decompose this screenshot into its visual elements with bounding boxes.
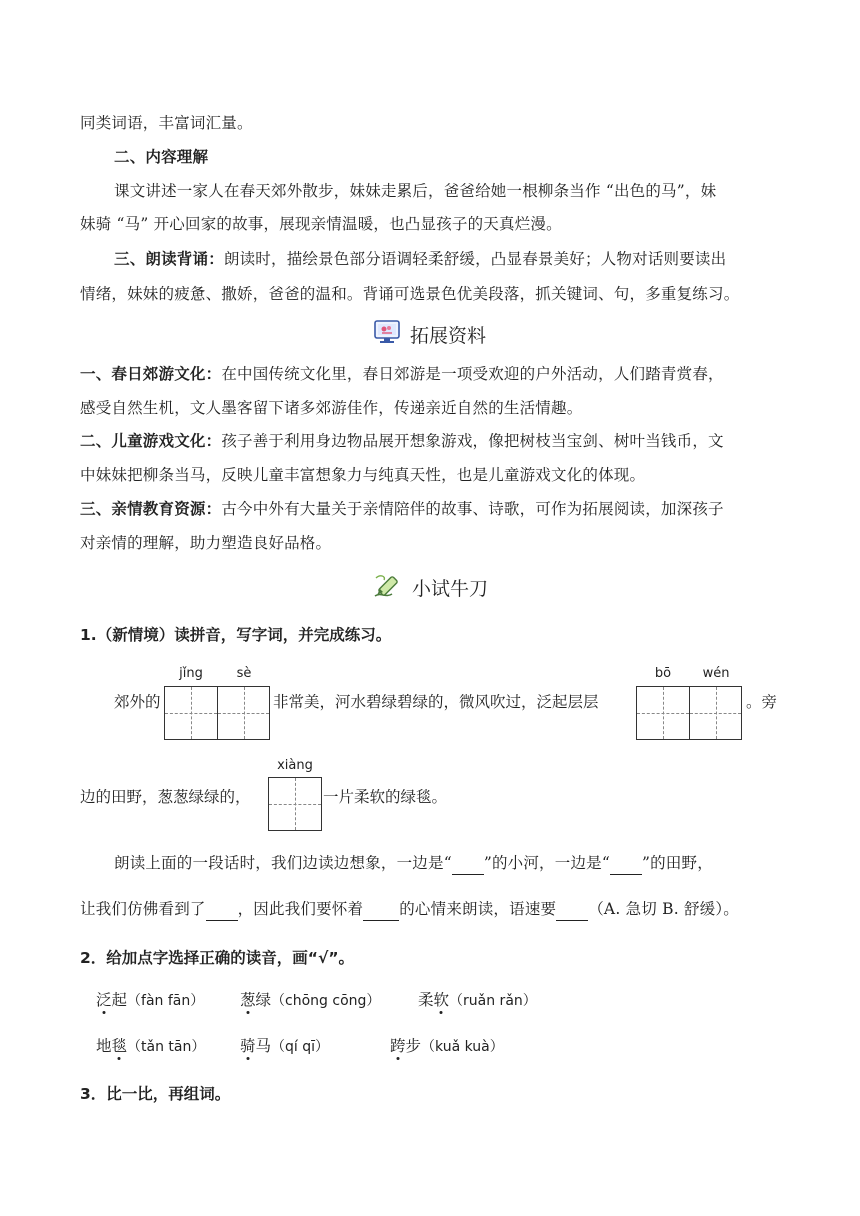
ext-heading-1: 一、春日郊游文化： — [80, 364, 222, 383]
dotted-char: 跨 — [390, 1034, 406, 1056]
dotted-char: 骑 — [240, 1034, 256, 1056]
text: 在中国传统文化里，春日郊游是一项受欢迎的户外活动，人们踏青赏春， — [221, 365, 724, 383]
text-line: 感受自然生机，文人墨客留下诸多郊游佳作，传递亲近自然的生活情趣。 — [80, 399, 583, 417]
question-text: 给加点字选择正确的读音，画“√”。 — [106, 949, 355, 967]
text-line — [114, 248, 782, 270]
pinyin-choices: （ruǎn rǎn） — [449, 993, 537, 1009]
blank-field[interactable] — [610, 852, 642, 875]
monitor-icon — [374, 320, 400, 349]
writing-cell[interactable] — [217, 687, 269, 739]
section-title-text: 小试牛刀 — [411, 578, 488, 600]
text: 朗读上面的一段话时，我们边读边想象，一边是“ — [114, 854, 452, 872]
sentence-part: 边的田野，葱葱绿绿的， — [80, 788, 251, 806]
question-text: 比一比，再组词。 — [106, 1085, 231, 1103]
writing-grid[interactable] — [268, 777, 322, 831]
pinyin-choices: （qí qī） — [271, 1039, 330, 1055]
sentence-part: 。旁 — [746, 693, 778, 711]
blank-field[interactable] — [556, 898, 588, 921]
char: 步 — [405, 1037, 422, 1055]
pronunciation-option[interactable] — [96, 1034, 205, 1056]
text: 朗读时，描绘景色部分语调轻柔舒缓，凸显春景美好；人物对话则要读出 — [223, 250, 727, 268]
question-number: 3． — [80, 1085, 107, 1103]
text-line: 课文讲述一家人在春天郊外散步，妹妹走累后，爸爸给她一根柳条当作 “出色的马”，妹 — [114, 182, 717, 200]
question-1 — [80, 623, 391, 645]
pinyin: sè — [236, 666, 252, 681]
heading-reading: 三、朗读背诵： — [114, 249, 224, 268]
text-line: 同类词语，丰富词汇量。 — [80, 114, 253, 132]
writing-grid[interactable] — [164, 686, 270, 740]
text-line — [80, 363, 782, 385]
fill-in-line — [80, 898, 782, 921]
ext-heading-3: 三、亲情教育资源： — [80, 499, 222, 518]
pinyin: jǐng — [179, 666, 203, 681]
sentence-part: 非常美，河水碧绿碧绿的，微风吹过，泛起层层 — [273, 693, 599, 711]
char: 柔 — [418, 991, 434, 1009]
char: 起 — [111, 991, 128, 1009]
char: 地 — [96, 1037, 112, 1055]
writing-cell[interactable] — [165, 687, 217, 739]
pinyin-choices: （kuǎ kuà） — [421, 1039, 504, 1055]
question-2 — [80, 946, 354, 968]
pinyin: wén — [702, 666, 730, 681]
dotted-char: 葱 — [240, 988, 256, 1010]
text-line: 对亲情的理解，助力塑造良好品格。 — [80, 534, 332, 552]
char: 绿 — [255, 991, 272, 1009]
section-title-practice — [0, 570, 860, 605]
text-line: 情绪，妹妹的疲惫、撒娇，爸爸的温和。背诵可选景色优美段落，抓关键词、句，多重复练习。 — [80, 285, 740, 303]
blank-field[interactable] — [363, 898, 399, 921]
pronunciation-option[interactable] — [240, 988, 380, 1010]
writing-grid[interactable] — [636, 686, 742, 740]
writing-cell[interactable] — [637, 687, 689, 739]
writing-cell[interactable] — [269, 778, 321, 830]
text: （A. 急切 B. 舒缓）。 — [588, 900, 740, 918]
text: 古今中外有大量关于亲情陪伴的故事、诗歌，可作为拓展阅读，加深孩子 — [221, 500, 724, 518]
sentence-part: 郊外的 — [114, 693, 161, 711]
question-text: （新情境）读拼音，写字词，并完成练习。 — [96, 626, 392, 644]
pen-writing-icon — [372, 570, 402, 605]
ext-heading-2: 二、儿童游戏文化： — [80, 431, 222, 450]
pinyin: bō — [654, 666, 672, 681]
blank-field[interactable] — [452, 852, 484, 875]
dotted-char: 泛 — [96, 988, 112, 1010]
question-number: 1. — [80, 626, 97, 644]
text: ”的田野， — [641, 854, 713, 872]
pinyin-choices: （chōng cōng） — [271, 993, 381, 1009]
heading-content: 二、内容理解 — [114, 147, 209, 166]
pinyin-choices: （fàn fān） — [127, 993, 205, 1009]
pronunciation-option[interactable] — [240, 1034, 329, 1056]
writing-cell[interactable] — [689, 687, 741, 739]
pronunciation-option[interactable] — [418, 988, 537, 1010]
pinyin: xiàng — [277, 758, 313, 773]
dotted-char: 毯 — [112, 1034, 128, 1056]
text: 孩子善于利用身边物品展开想象游戏，像把树枝当宝剑、树叶当钱币，文 — [221, 432, 724, 450]
dotted-char: 软 — [434, 988, 450, 1010]
text-line: 中妹妹把柳条当马，反映儿童丰富想象力与纯真天性，也是儿童游戏文化的体现。 — [80, 466, 646, 484]
section-title-text: 拓展资料 — [409, 325, 486, 347]
pronunciation-option[interactable] — [96, 988, 204, 1010]
pinyin-choices: （tǎn tān） — [127, 1039, 206, 1055]
char: 马 — [255, 1037, 272, 1055]
sentence-part: 一片柔软的绿毯。 — [323, 788, 448, 806]
blank-field[interactable] — [206, 898, 238, 921]
pronunciation-option[interactable] — [390, 1034, 504, 1056]
question-3 — [80, 1082, 230, 1104]
text-line — [80, 430, 782, 452]
text: 让我们仿佛看到了 — [80, 900, 206, 918]
text: ”的小河，一边是“ — [483, 854, 610, 872]
text-line: 妹骑 “马” 开心回家的故事，展现亲情温暖，也凸显孩子的天真烂漫。 — [80, 215, 562, 233]
text: 的心情来朗读，语速要 — [399, 900, 557, 918]
question-number: 2． — [80, 949, 107, 967]
fill-in-line — [114, 852, 782, 875]
text-line — [80, 498, 782, 520]
section-title-extension — [0, 320, 860, 349]
text: ，因此我们要怀着 — [237, 900, 364, 918]
